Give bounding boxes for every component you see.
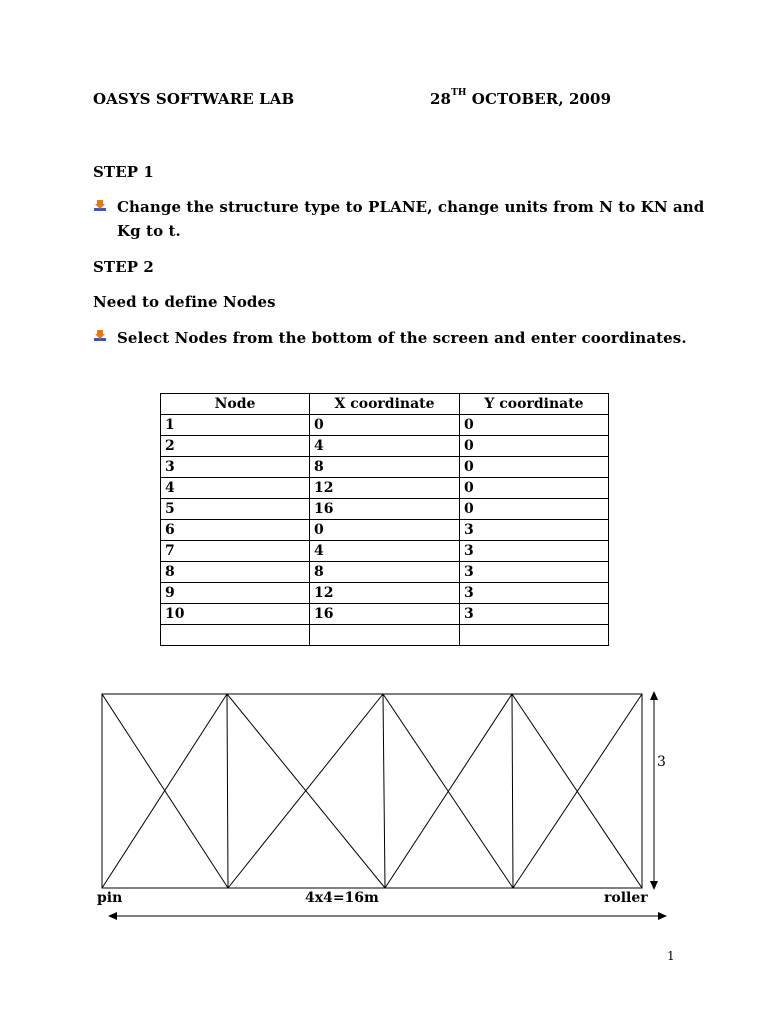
cell-node: 9	[161, 583, 310, 604]
cell-node: 6	[161, 520, 310, 541]
cell-x: 16	[310, 499, 460, 520]
cell-x: 12	[310, 478, 460, 499]
span-label: 4x4=16m	[305, 890, 379, 906]
cell-node: 3	[161, 457, 310, 478]
cell-node: 8	[161, 562, 310, 583]
cell-y: 0	[460, 457, 609, 478]
lab-date: 28TH OCTOBER, 2009	[430, 88, 612, 108]
cell-y: 0	[460, 478, 609, 499]
header-node: Node	[161, 394, 310, 415]
page-number: 1	[667, 949, 675, 963]
header-x: X coordinate	[310, 394, 460, 415]
cell-y: 3	[460, 604, 609, 625]
cell-y: 0	[460, 415, 609, 436]
arrow-right-icon	[658, 912, 667, 920]
arrow-down-icon	[650, 881, 658, 890]
cell-node: 4	[161, 478, 310, 499]
cell-x: 12	[310, 583, 460, 604]
cell-x: 8	[310, 562, 460, 583]
arrow-left-icon	[108, 912, 117, 920]
cell-x: 4	[310, 541, 460, 562]
cell-y: 3	[460, 520, 609, 541]
cell-x: 0	[310, 520, 460, 541]
step2-bullet-text: Select Nodes from the bottom of the screen and enter coordinates.	[117, 329, 687, 347]
cell-x: 0	[310, 415, 460, 436]
cell-y: 0	[460, 436, 609, 457]
step1-bullet-text-line1: Change the structure type to PLANE, change units from N to KN and	[117, 198, 705, 216]
cell-node: 10	[161, 604, 310, 625]
height-label: 3	[657, 754, 666, 770]
cell-y: 3	[460, 562, 609, 583]
step2-intro: Need to define Nodes	[93, 293, 276, 311]
cell-x: 4	[310, 436, 460, 457]
step2-heading: STEP 2	[93, 258, 154, 276]
truss-vertical-member	[383, 694, 385, 888]
roller-support-label: roller	[604, 890, 648, 906]
cell-y: 3	[460, 583, 609, 604]
step1-heading: STEP 1	[93, 163, 154, 181]
truss-vertical-member	[512, 694, 513, 888]
cell-node: 7	[161, 541, 310, 562]
truss-outline	[102, 694, 642, 888]
cell-x: 8	[310, 457, 460, 478]
step1-bullet-text-line2: Kg to t.	[117, 222, 181, 240]
cell-node: 2	[161, 436, 310, 457]
cell-x: 16	[310, 604, 460, 625]
cell-y: 3	[460, 541, 609, 562]
lab-title: OASYS SOFTWARE LAB	[93, 90, 295, 108]
truss-vertical-member	[227, 694, 228, 888]
pin-support-label: pin	[97, 890, 123, 906]
header-y: Y coordinate	[460, 394, 609, 415]
cell-node: 5	[161, 499, 310, 520]
cell-y: 0	[460, 499, 609, 520]
cell-node: 1	[161, 415, 310, 436]
arrow-up-icon	[650, 691, 658, 700]
